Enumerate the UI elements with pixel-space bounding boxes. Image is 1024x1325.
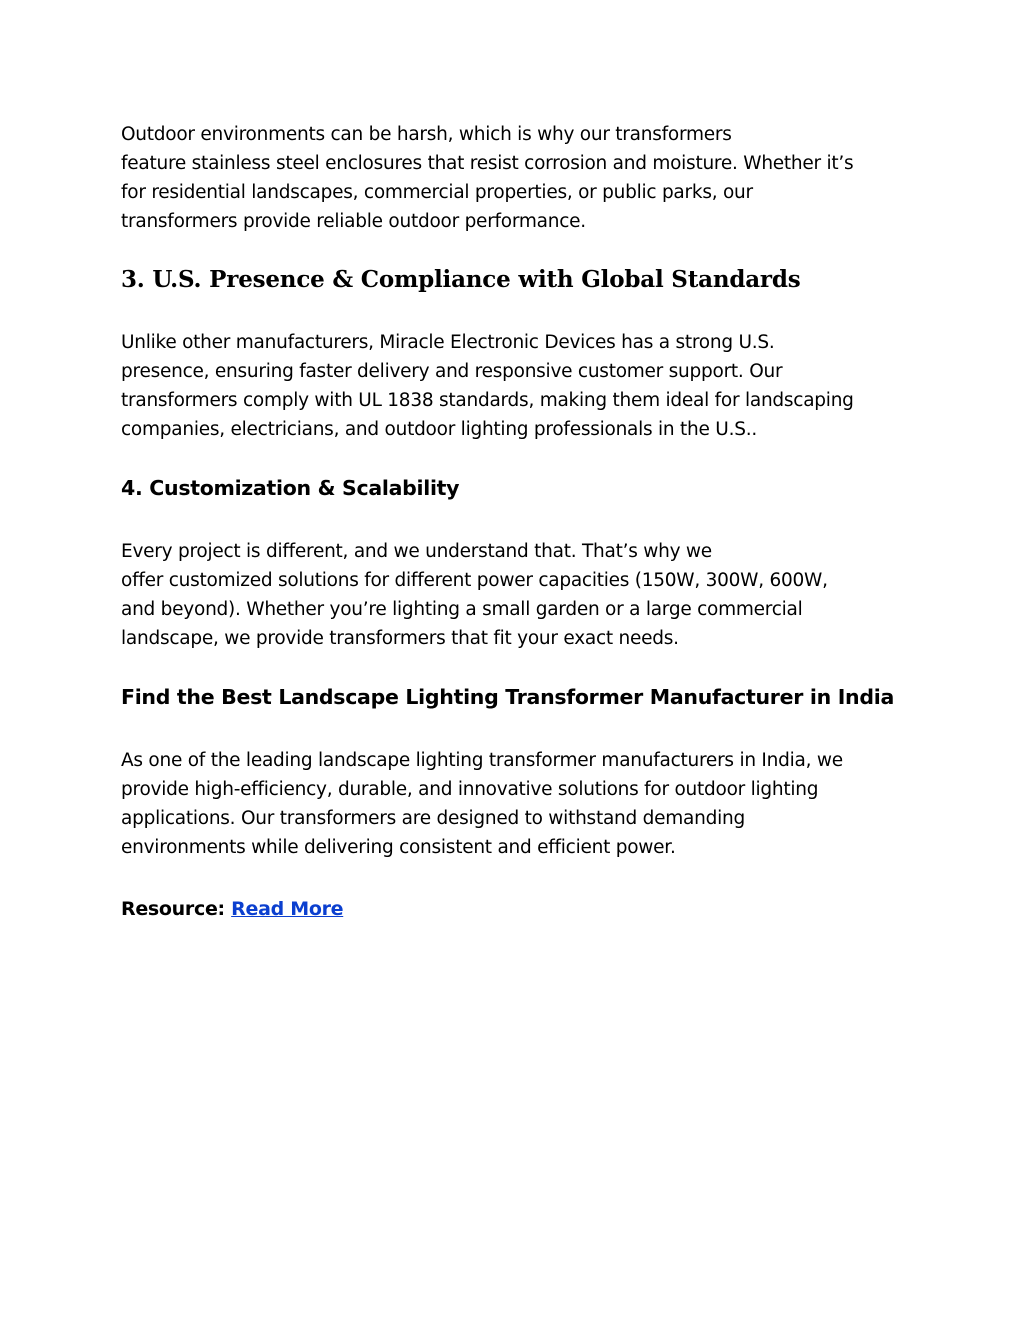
find-best-heading: Find the Best Landscape Lighting Transformer Manufacturer in India <box>121 685 894 709</box>
customization-paragraph <box>121 537 911 653</box>
find-best-paragraph <box>121 746 911 862</box>
paragraph-line: companies, electricians, and outdoor lighting professionals in the U.S.. <box>121 419 757 440</box>
paragraph-line: applications. Our transformers are designed to withstand demanding <box>121 808 745 829</box>
resource-line <box>121 895 343 923</box>
customization-heading: 4. Customization & Scalability <box>121 476 460 500</box>
paragraph-line: provide high-efficiency, durable, and innovative solutions for outdoor lighting <box>121 779 819 800</box>
paragraph-line: transformers comply with UL 1838 standards, making them ideal for landscaping <box>121 390 854 411</box>
paragraph-line: for residential landscapes, commercial properties, or public parks, our <box>121 182 753 203</box>
paragraph-line: landscape, we provide transformers that fit your exact needs. <box>121 628 679 649</box>
paragraph-line: As one of the leading landscape lighting transformer manufacturers in India, we <box>121 750 843 771</box>
paragraph-line: and beyond). Whether you’re lighting a small garden or a large commercial <box>121 599 803 620</box>
us-presence-heading: 3. U.S. Presence & Compliance with Global Standards <box>121 266 801 293</box>
paragraph-line: feature stainless steel enclosures that resist corrosion and moisture. Whether it’s <box>121 153 854 174</box>
paragraph-line: Unlike other manufacturers, Miracle Electronic Devices has a strong U.S. <box>121 332 775 353</box>
paragraph-line: Every project is different, and we understand that. That’s why we <box>121 541 712 562</box>
paragraph-line: environments while delivering consistent and efficient power. <box>121 837 676 858</box>
us-presence-paragraph <box>121 328 911 444</box>
paragraph-line: offer customized solutions for different power capacities (150W, 300W, 600W, <box>121 570 828 591</box>
read-more-link[interactable]: Read More <box>231 898 344 920</box>
paragraph-line: transformers provide reliable outdoor performance. <box>121 211 586 232</box>
paragraph-line: Outdoor environments can be harsh, which is why our transformers <box>121 124 732 145</box>
intro-paragraph <box>121 120 911 236</box>
paragraph-line: presence, ensuring faster delivery and responsive customer support. Our <box>121 361 783 382</box>
resource-label: Resource: <box>121 898 225 920</box>
